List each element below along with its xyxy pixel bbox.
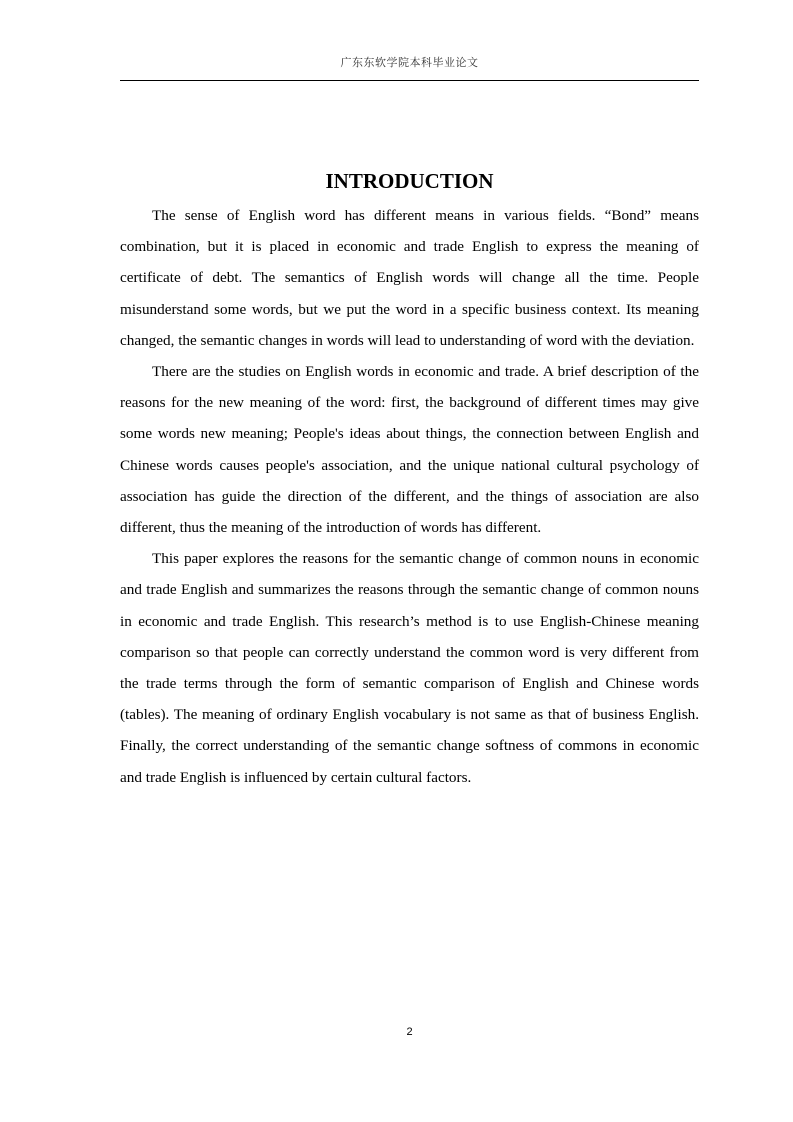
running-header: 广东东软学院本科毕业论文 [340, 56, 479, 69]
header-divider [120, 80, 699, 81]
paragraph-1: The sense of English word has different means in various fields. “Bond” means combination, but it is placed in economic and trade English to express the meaning of certificate of debt. The semantics of English words will change all the time. People misunderstand some words, but we put the word in a specific business context. Its meaning changed, the semantic changes in words will lead to understanding of word with the deviation. [120, 207, 699, 349]
paragraph-3: This paper explores the reasons for the semantic change of common nouns in economic and trade English and summarizes the reasons through the semantic change of common nouns in economic and trade English. This research’s method is to use English-Chinese meaning comparison so that people can correctly understand the common word is very different from the trade terms through the form of semantic comparison of English and Chinese words (tables). The meaning of ordinary English vocabulary is not same as that of business English. Finally, the correct understanding of the semantic change softness of commons in economic and trade English is influenced by certain cultural factors. [120, 550, 699, 786]
page-title: INTRODUCTION [325, 169, 494, 193]
page-number: 2 [406, 1026, 413, 1038]
paragraph-2: There are the studies on English words in economic and trade. A brief description of the reasons for the new meaning of the word: first, the background of different times may give some words new meaning; People's ideas about things, the connection between English and Chinese words causes people's association, and the unique national cultural psychology of association has guide the direction of the different, and the things of association are also different, thus the meaning of the introduction of words has different. [120, 363, 699, 537]
body-text [120, 200, 699, 793]
